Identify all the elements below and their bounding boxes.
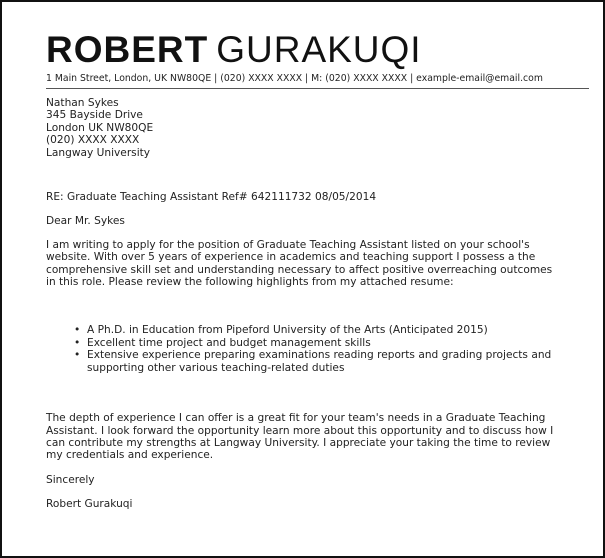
letter-intro-paragraph: I am writing to apply for the position of Graduate Teaching Assistant listed on your school's website. With over 5 years of experience in academics and teaching support I possess a the comprehensive skill set and understanding necessary to affect positive overreaching outcomes in this role. Please review the following highlights from my attached resume: <box>46 238 553 289</box>
recipient-address <box>46 97 561 159</box>
sender-last-name: GURAKUQI <box>216 29 422 70</box>
header-divider <box>46 88 589 89</box>
recipient-city: London UK NW80QE <box>46 121 154 134</box>
highlight-item: • Extensive experience preparing examinations reading reports and grading projects and supporting other various teaching-related duties <box>87 349 561 374</box>
letter-salutation: Dear Mr. Sykes <box>46 215 125 228</box>
sender-contact-line: 1 Main Street, London, UK NW80QE | (020) XXXX XXXX | M: (020) XXXX XXXX | example-email@email.com <box>46 73 543 84</box>
highlight-item: • Excellent time project and budget management skills <box>87 337 561 349</box>
letter-body <box>46 97 561 511</box>
sender-first-name: ROBERT <box>46 29 209 70</box>
recipient-name: Nathan Sykes <box>46 97 119 109</box>
letter-sign-off: Sincerely <box>46 473 95 486</box>
recipient-phone: (020) XXXX XXXX <box>46 134 140 147</box>
highlights-list <box>46 324 561 374</box>
recipient-street: 345 Bayside Drive <box>46 109 143 122</box>
sender-name <box>46 30 589 70</box>
letter-subject: RE: Graduate Teaching Assistant Ref# 642111732 08/05/2014 <box>46 191 377 204</box>
recipient-organization: Langway University <box>46 146 151 159</box>
letter-header <box>46 30 589 85</box>
letter-signature: Robert Gurakuqi <box>46 498 133 511</box>
letter-closing-paragraph: The depth of experience I can offer is a great fit for your team's needs in a Graduate Teaching Assistant. I look forward the opportunity learn more about this opportunity and to discuss how I can contribute my strengths at Langway University. I appreciate your taking the time to review my credentials and experience. <box>46 412 554 462</box>
highlight-item: • A Ph.D. in Education from Pipeford University of the Arts (Anticipated 2015) <box>87 324 561 336</box>
